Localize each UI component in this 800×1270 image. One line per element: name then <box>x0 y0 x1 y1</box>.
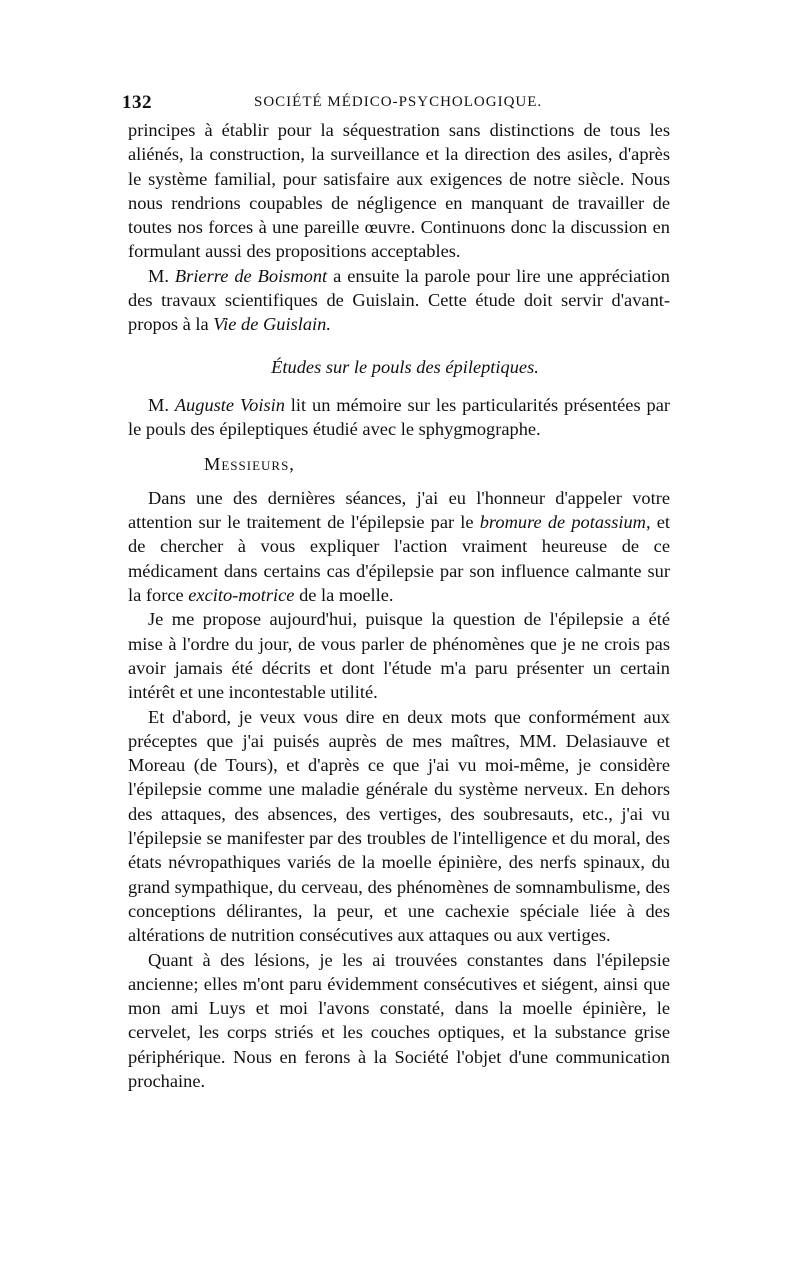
text-run: lit un mémoire sur les particularités présentées par le pouls des épileptiques étudié avec le sphygmographe. <box>128 394 670 440</box>
italic-term: bromure de potassium <box>479 512 646 533</box>
paragraph-voisin <box>128 393 670 442</box>
book-page <box>122 92 670 1093</box>
text-run: a ensuite la parole pour lire une appréciation des travaux scientifiques de Guislain. Cette étude doit servir d'avant-propos à la <box>128 265 670 335</box>
running-head <box>122 92 670 118</box>
paragraph-propose: Je me propose aujourd'hui, puisque la question de l'épilepsie a été mise à l'ordre du jour, de vous parler de phénomènes que je ne crois pas avoir jamais été décrits et dont l'étude m'a paru présenter un certain intérêt et une incontestable utilité. <box>128 609 670 703</box>
text-run: M. <box>148 265 175 286</box>
paragraph-bromure <box>128 486 670 607</box>
page-number: 132 <box>122 92 152 113</box>
person-name: Brierre de Boismont <box>174 265 328 286</box>
text-run: , et de chercher à vous expliquer l'action vraiment heureuse de ce médicament dans certains cas d'épilepsie par son influence calmante sur la force <box>128 512 670 606</box>
salutation: Messieurs, <box>204 453 295 474</box>
section-title: Études sur le pouls des épileptiques. <box>271 356 539 377</box>
running-title: SOCIÉTÉ MÉDICO-PSYCHOLOGIQUE. <box>254 94 543 110</box>
text-run: Dans une des dernières séances, j'ai eu l'honneur d'appeler votre attention sur le traitement de l'épilepsie par le <box>128 487 670 533</box>
paragraph-continued: principes à établir pour la séquestration sans distinctions de tous les aliénés, la construction, la surveillance et la direction des asiles, d'après le système familial, pour satisfaire aux exigences de notre siècle. Nous nous rendrions coupables de négligence en manquant de travailler de toutes nos forces à une pareille œuvre. Continuons donc la discussion en formulant aussi des propositions acceptables. <box>128 120 670 262</box>
person-name: Auguste Voisin <box>174 394 285 415</box>
text-run: M. <box>148 394 175 415</box>
italic-term: excito-motrice <box>188 585 295 606</box>
text-run: de la moelle. <box>294 585 394 606</box>
paragraph-abord: Et d'abord, je veux vous dire en deux mots que conformément aux préceptes que j'ai puisés auprès de mes maîtres, MM. Delasiauve et Moreau (de Tours), et d'après ce que j'ai vu moi-même, je considère l'épilepsie comme une maladie générale du système nerveux. En dehors des attaques, des absences, des vertiges, des soubresauts, etc., j'ai vu l'épilepsie se manifester par des troubles de l'intelligence et du moral, des états névropathiques variés de la moelle épinière, des nerfs spinaux, du grand sympathique, du cerveau, des phénomènes de somnambulisme, des conceptions délirantes, la peur, et une cachexie spéciale liée à des altérations de nutrition consécutives aux attaques ou aux vertiges. <box>128 706 670 946</box>
paragraph-brierre <box>128 264 670 337</box>
paragraph-lesions: Quant à des lésions, je les ai trouvées constantes dans l'épilepsie ancienne; elles m'ont paru évidemment consécutives et siégent, ainsi que mon ami Luys et moi l'avons constaté, dans la moelle épinière, le cervelet, les corps striés et les couches optiques, et la substance grise périphérique. Nous en ferons à la Société l'objet d'une communication prochaine. <box>128 949 670 1091</box>
body-text <box>128 118 670 1093</box>
work-title: Vie de Guislain. <box>213 314 331 335</box>
